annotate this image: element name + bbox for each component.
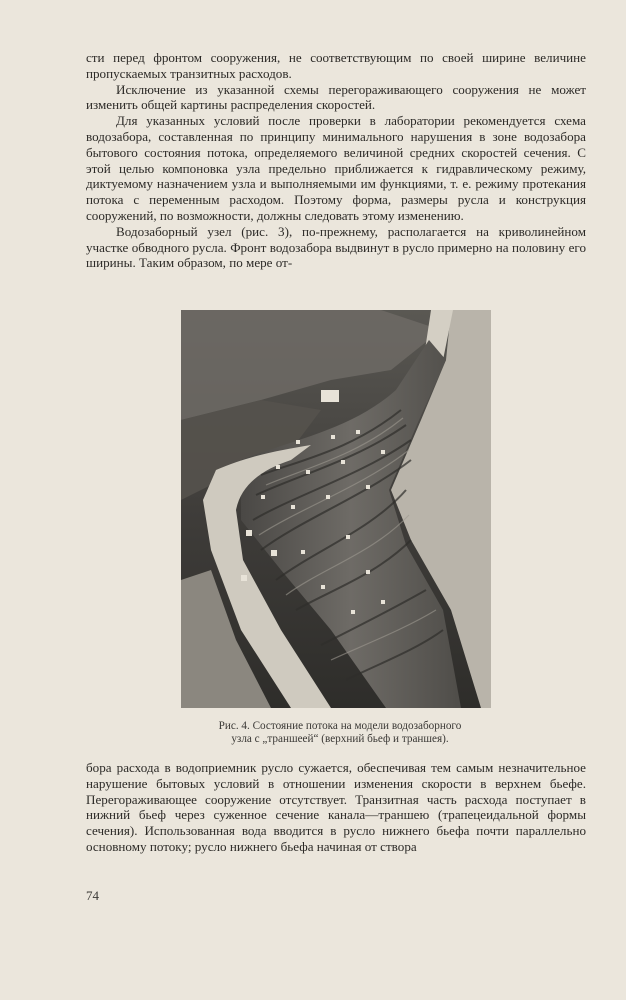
caption-line: Рис. 4. Состояние потока на модели водозаборного (218, 720, 462, 732)
bottom-text-block (86, 760, 586, 855)
flow-model-photo (181, 310, 491, 708)
paragraph: Водозаборный узел (рис. 3), по-прежнему, располагается на криволинейном участке обводного русла. Фронт водозабора выдвинут в русло примерно на половину его ширины. Таким образом, по мере от- (86, 223, 586, 271)
paragraph: Для указанных условий после проверки в лаборатории рекомендуется схема водозабора, составленная по принципу минимального нарушения в зоне водозабора бытового состояния потока, определяемого величиной средних скоростей сечения. С этой целью компоновка узла предельно приближается к гидравлическому режиму, диктуемому назначением узла и выполняемыми им функциями, т. е. режиму протекания потока с переменным расходом. Поэтому форма, размеры русла и конструкция сооружений, по возможности, должны следовать этому изменению. (86, 113, 586, 223)
figure-caption (120, 720, 560, 746)
figure-photo (181, 310, 491, 708)
page-number: 74 (86, 888, 99, 903)
top-text-block (86, 50, 586, 271)
paragraph-continuation: сти перед фронтом сооружения, не соответствующим по своей ширине величине пропускаемых транзитных расходов. (86, 50, 586, 81)
caption-line: узла с „траншеей“ (верхний бьеф и траншея). (231, 733, 449, 745)
paragraph-continuation: бора расхода в водоприемник русло сужается, обеспечивая тем самым незначительное нарушение бытовых условий в отношении изменения скорости в верхнем бьефе. Перегораживающее сооружение отсутствует. Транзитная часть расхода поступает в нижний бьеф через суженное сечение канала—траншею (трапецеидальной формы сечения). Использованная вода вводится в русло нижнего бьефа почти параллельно основному потоку; русло нижнего бьефа начиная от створа (86, 760, 586, 854)
paragraph: Исключение из указанной схемы перегораживающего сооружения не может изменить общей картины распределения скоростей. (86, 81, 586, 113)
